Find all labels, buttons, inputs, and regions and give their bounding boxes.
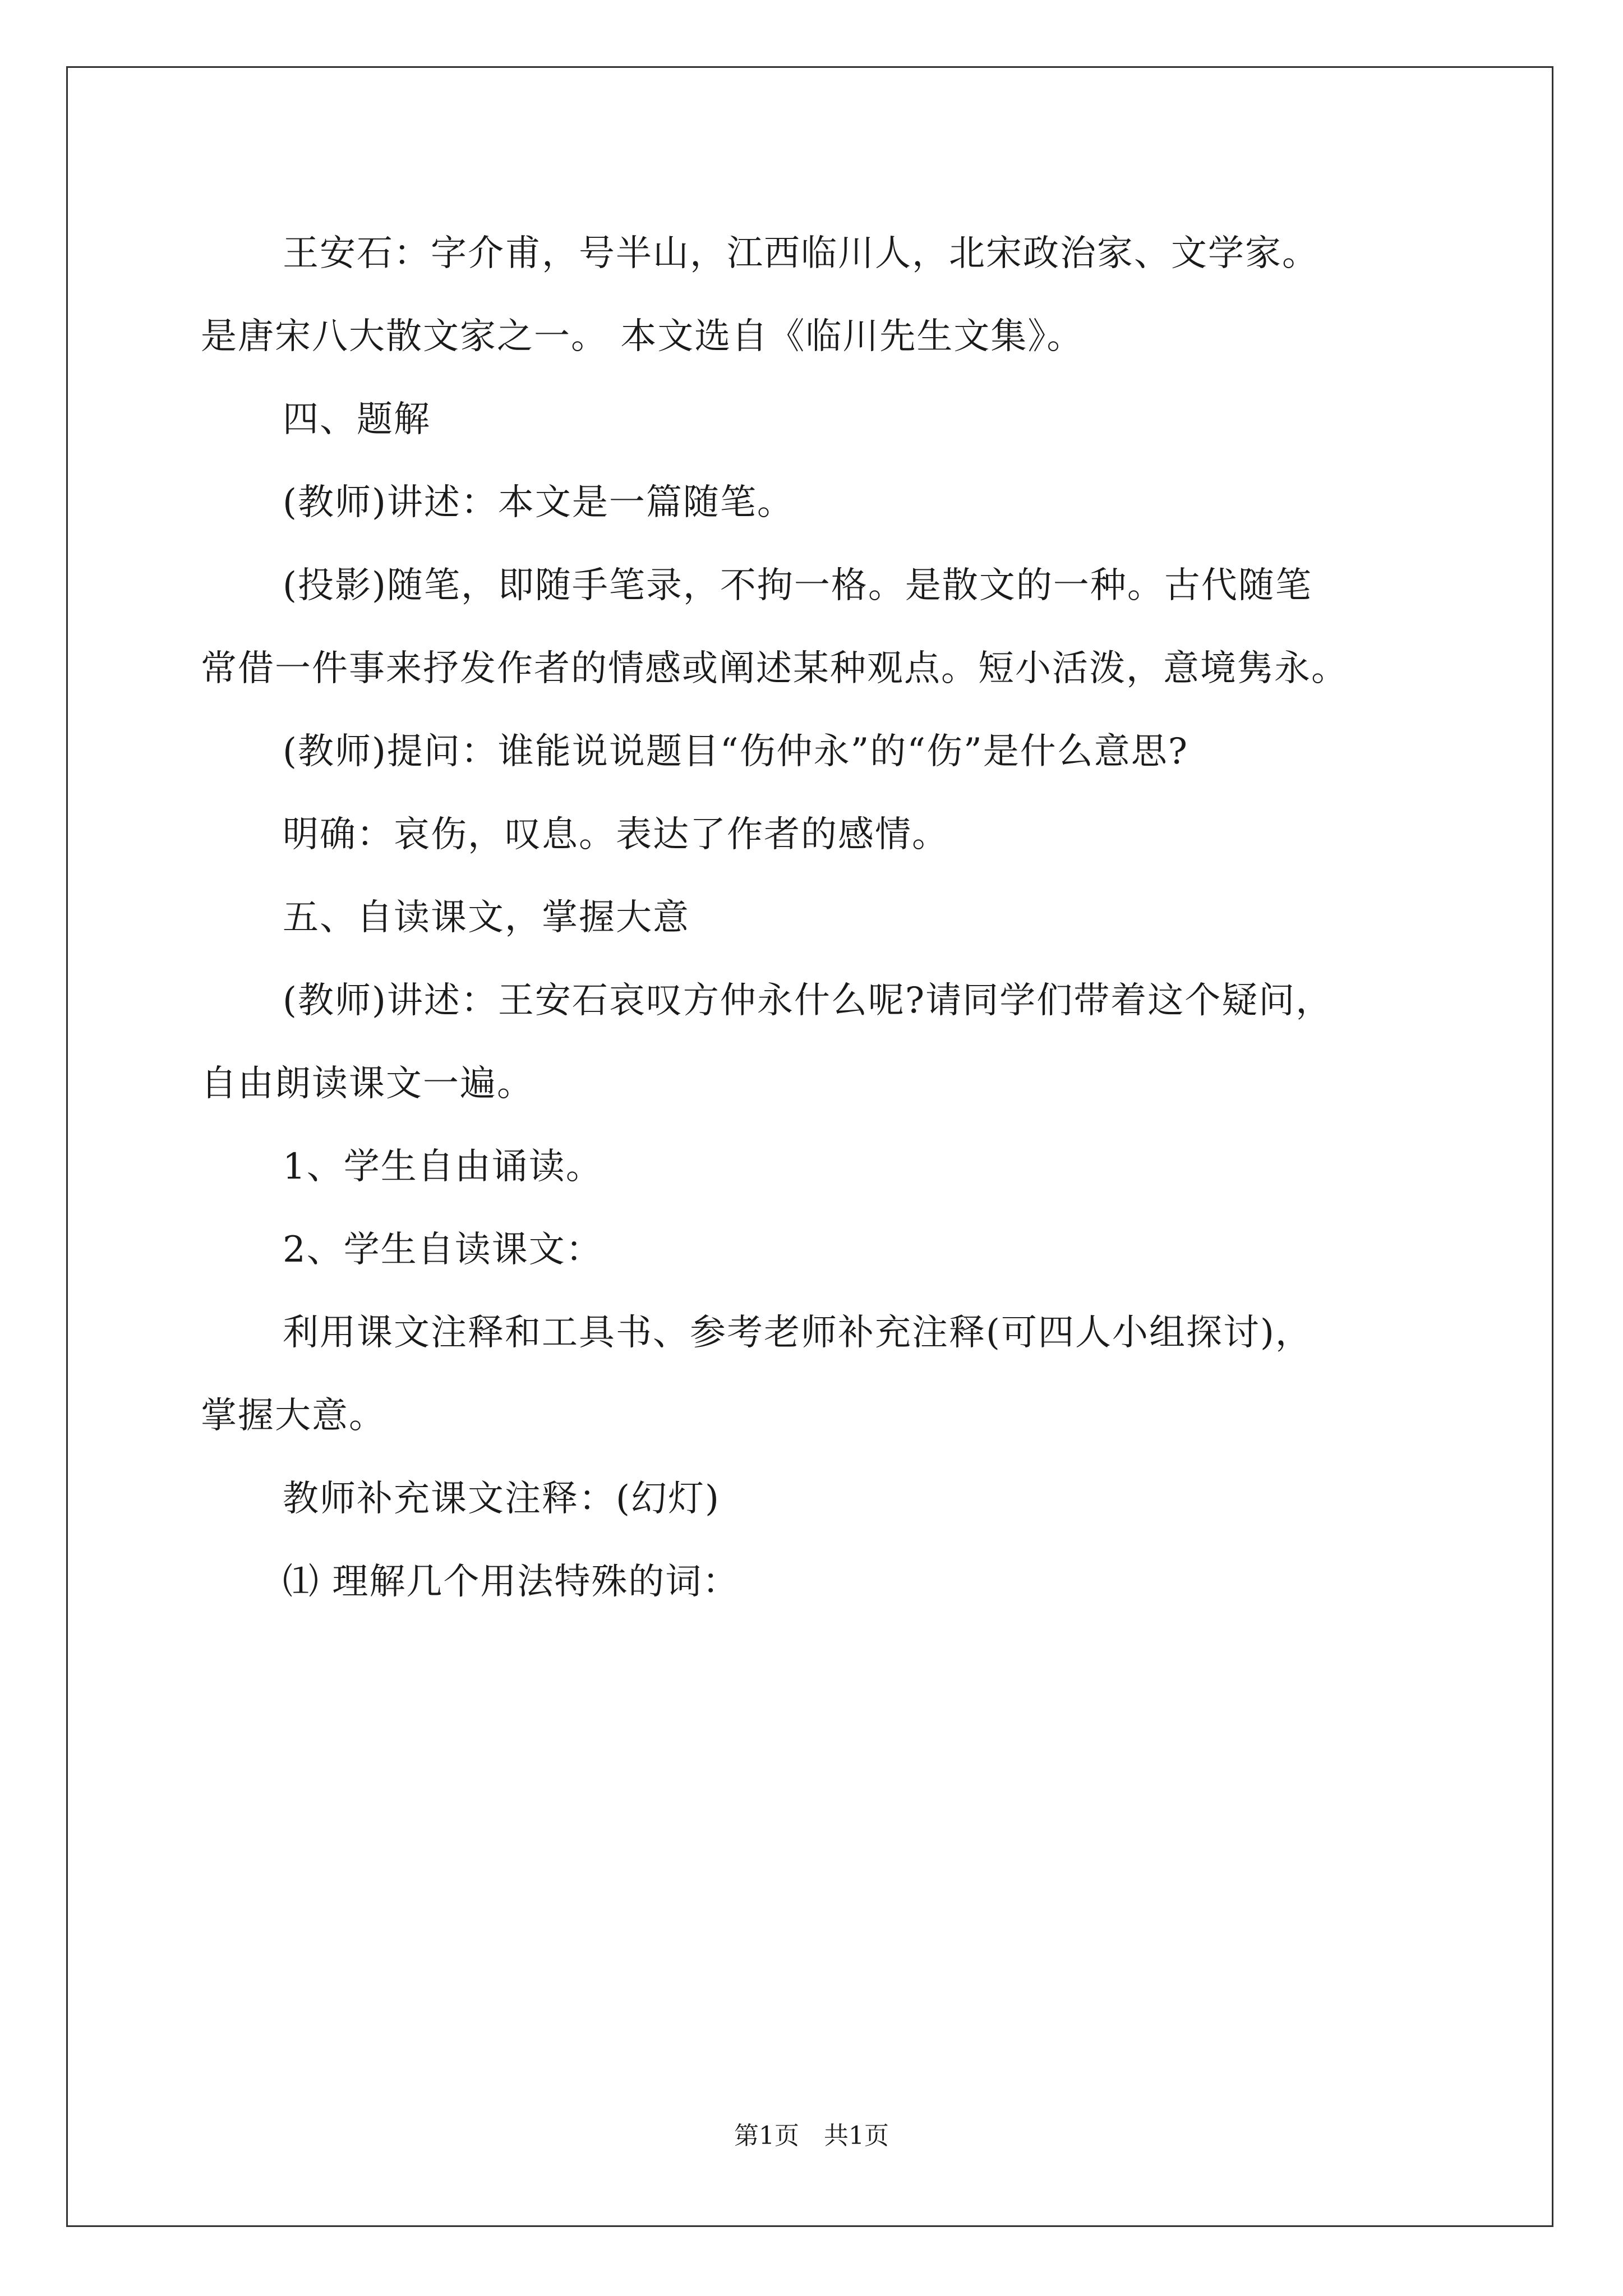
paragraph: (教师)讲述：本文是一篇随笔。 [283,482,794,523]
section-heading: 五、自读课文，掌握大意 [283,897,690,938]
paragraph: (教师)讲述：王安石哀叹方仲永什么呢?请同学们带着这个疑问， [283,980,1333,1022]
paragraph: 教师补充课文注释：(幻灯) [283,1478,720,1520]
paragraph: 自由朗读课文一遍。 [201,1063,534,1105]
paragraph: 是唐宋八大散文家之一。 本文选自《临川先生文集》。 [201,316,1084,357]
list-item: 2、学生自读课文： [283,1229,603,1271]
paragraph: 常借一件事来抒发作者的情感或阐述某种观点。短小活泼，意境隽永。 [201,648,1348,689]
document-body [201,212,1423,1623]
paragraph: (投影)随笔，即随手笔录，不拘一格。是散文的一种。古代随笔 [283,565,1312,606]
paragraph: 明确：哀伤，叹息。表达了作者的感情。 [283,814,949,855]
paragraph: 掌握大意。 [201,1395,386,1437]
list-item: ⑴ 理解几个用法特殊的词： [283,1561,740,1603]
page-number: 第1页 共1页 [734,2122,889,2150]
paragraph: (教师)提问：谁能说说题目“伤仲永”的“伤”是什么意思? [283,731,1189,772]
paragraph: 利用课文注释和工具书、参考老师补充注释(可四人小组探讨)， [283,1312,1312,1354]
list-item: 1、学生自由诵读。 [283,1146,603,1188]
paragraph: 王安石：字介甫，号半山，江西临川人，北宋政治家、文学家。 [283,233,1319,274]
section-heading: 四、题解 [283,399,431,440]
